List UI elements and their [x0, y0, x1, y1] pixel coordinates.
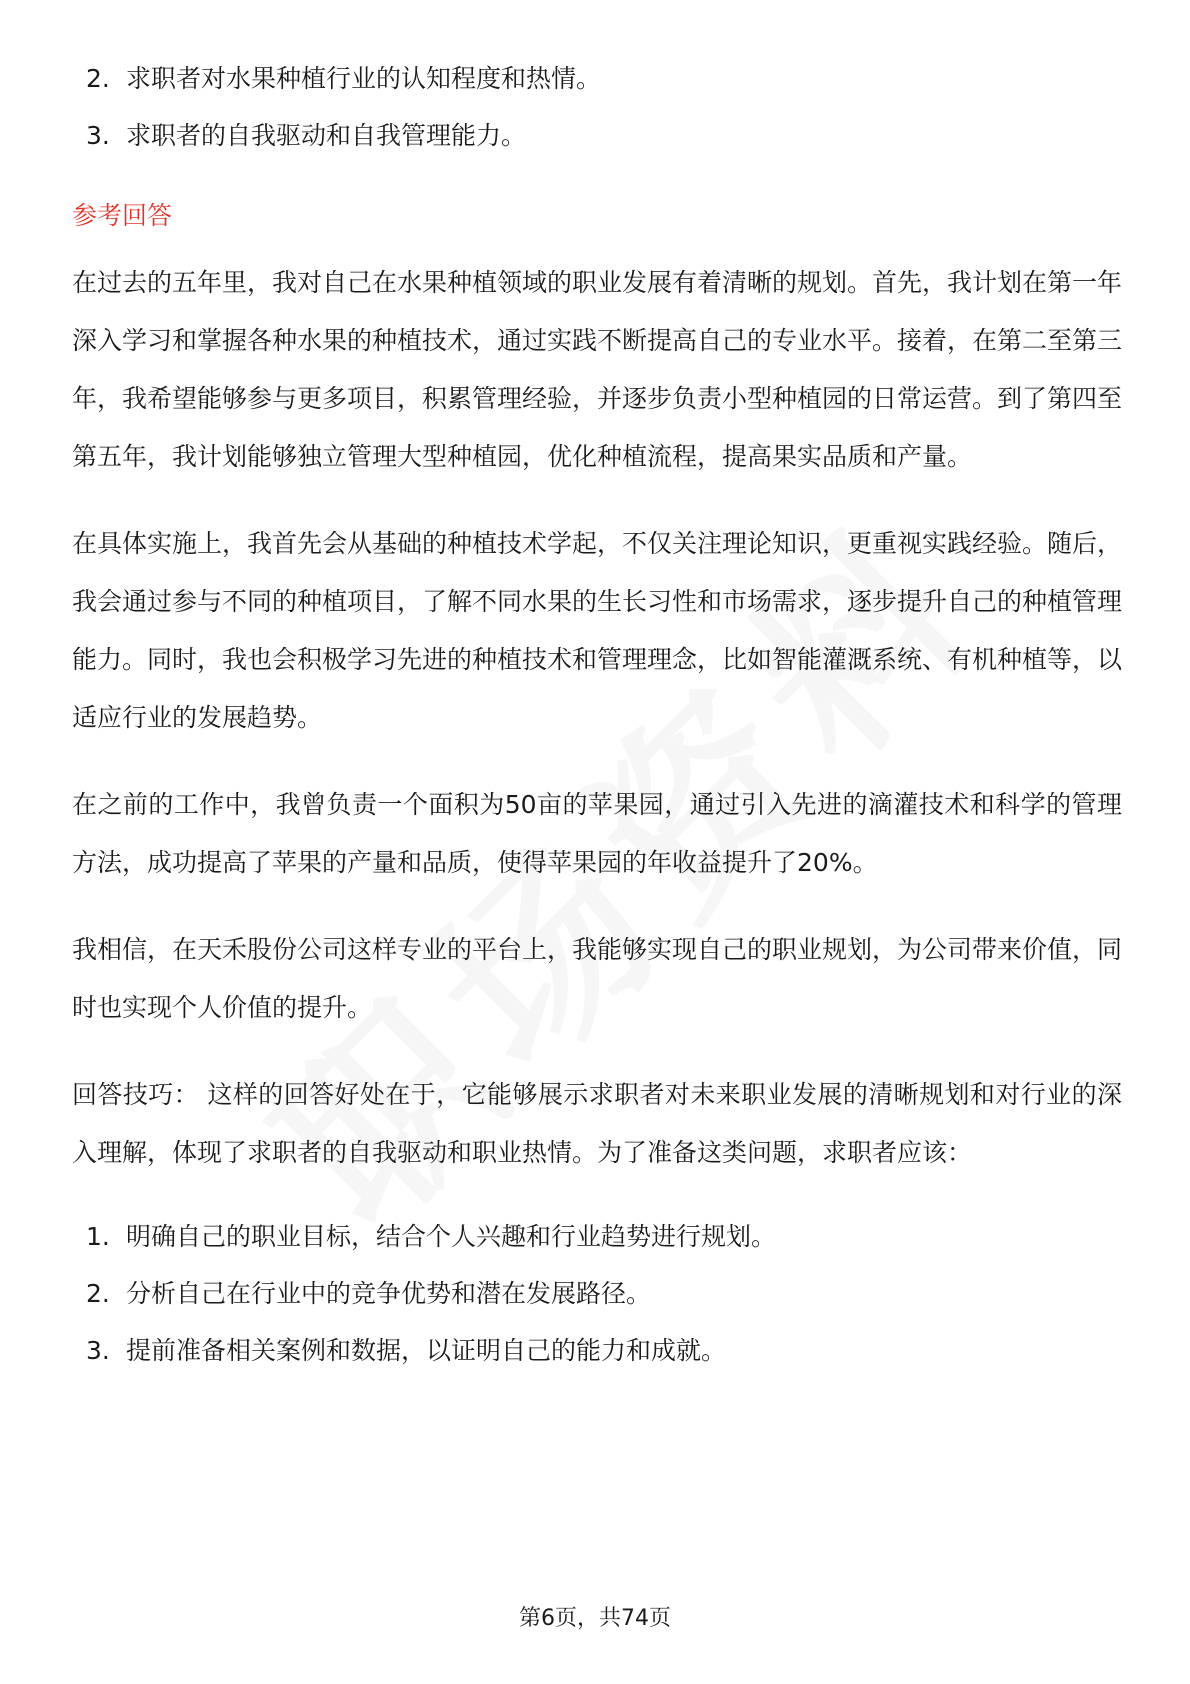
answer-paragraph-4: 我相信，在天禾股份公司这样专业的平台上，我能够实现自己的职业规划，为公司带来价值，同时也实现个人价值的提升。	[72, 935, 1123, 1022]
answer-paragraph-2: 在具体实施上，我首先会从基础的种植技术学起，不仅关注理论知识，更重视实践经验。随后，我会通过参与不同的种植项目，了解不同水果的生长习性和市场需求，逐步提升自己的种植管理能力。同时，我也会积极学习先进的种植技术和管理理念，比如智能灌溉系统、有机种植等，以适应行业的发展趋势。	[72, 529, 1123, 732]
list-number: 3.	[86, 1336, 110, 1365]
list-number: 1.	[86, 1222, 110, 1251]
list-item	[72, 1208, 1122, 1265]
list-text: 分析自己在行业中的竞争优势和潜在发展路径。	[126, 1279, 652, 1308]
page-content	[72, 50, 1122, 1379]
answer-tips-paragraph: 回答技巧： 这样的回答好处在于，它能够展示求职者对未来职业发展的清晰规划和对行业的深入理解，体现了求职者的自我驱动和职业热情。为了准备这类问题，求职者应该：	[72, 1080, 1122, 1167]
list-text: 提前准备相关案例和数据，以证明自己的能力和成就。	[126, 1336, 727, 1365]
list-item	[72, 1322, 1122, 1379]
reference-answer-heading: 参考回答	[72, 201, 173, 230]
list-number: 2.	[86, 1279, 110, 1308]
list-item	[72, 107, 1122, 164]
list-item	[72, 1265, 1122, 1322]
answer-paragraph-3: 在之前的工作中，我曾负责一个面积为50亩的苹果园，通过引入先进的滴灌技术和科学的管理方法，成功提高了苹果的产量和品质，使得苹果园的年收益提升了20%。	[72, 790, 1122, 877]
list-item	[72, 50, 1122, 107]
top-numbered-list	[72, 50, 1122, 164]
list-text: 明确自己的职业目标，结合个人兴趣和行业趋势进行规划。	[126, 1222, 777, 1251]
list-number: 3.	[86, 121, 110, 150]
answer-paragraph-1: 在过去的五年里，我对自己在水果种植领域的职业发展有着清晰的规划。首先，我计划在第一年深入学习和掌握各种水果的种植技术，通过实践不断提高自己的专业水平。接着，在第二至第三年，我希望能够参与更多项目，积累管理经验，并逐步负责小型种植园的日常运营。到了第四至第五年，我计划能够独立管理大型种植园，优化种植流程，提高果实品质和产量。	[72, 268, 1123, 471]
list-text: 求职者对水果种植行业的认知程度和热情。	[126, 64, 602, 93]
list-number: 2.	[86, 64, 110, 93]
page-footer: 第6页，共74页	[519, 1606, 671, 1631]
bottom-numbered-list	[72, 1208, 1122, 1379]
list-text: 求职者的自我驱动和自我管理能力。	[126, 121, 527, 150]
